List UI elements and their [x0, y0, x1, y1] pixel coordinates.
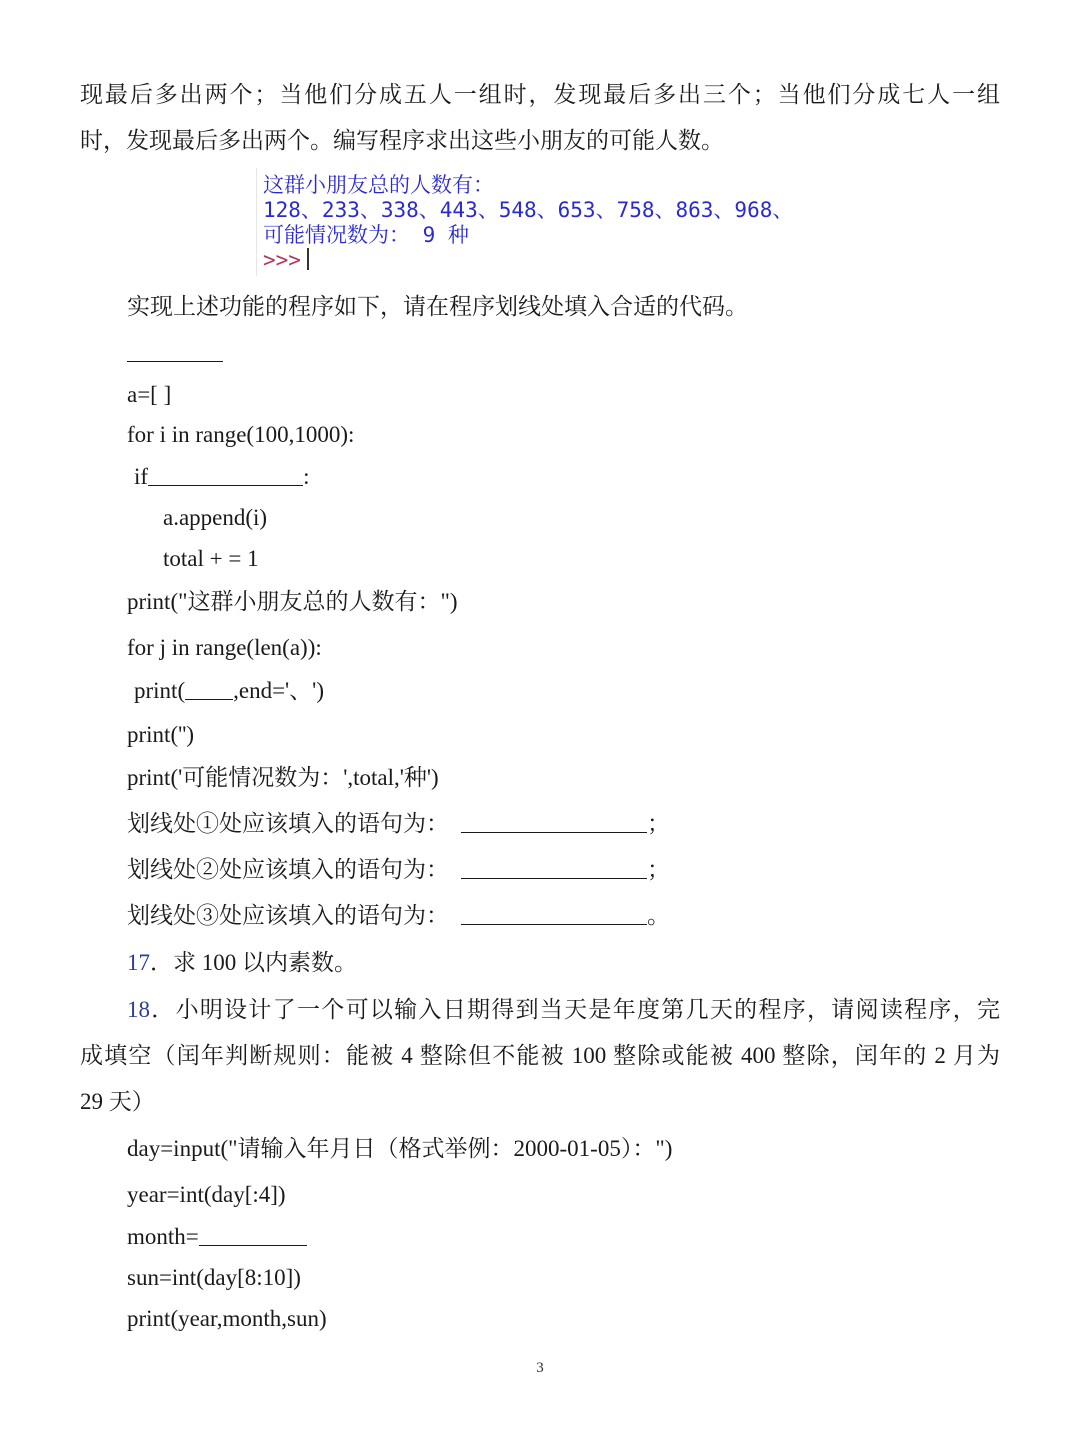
question-text: ．小明设计了一个可以输入日期得到当天是年度第几天的程序，请阅读程序，完 [150, 997, 1000, 1022]
program-output-screenshot [256, 168, 822, 276]
code-line: a=[ ] [127, 382, 172, 407]
page-number: 3 [536, 1360, 544, 1376]
code-line-if [134, 462, 309, 492]
intro-line-2: 时，发现最后多出两个。编写程序求出这些小朋友的可能人数。 [80, 128, 724, 153]
answer-blank-2[interactable] [461, 856, 647, 879]
answer-blank-3[interactable] [461, 902, 647, 925]
code-line: for j in range(len(a)): [127, 635, 322, 660]
code-line-print-blank [134, 676, 324, 706]
question-17 [127, 948, 357, 978]
code-print-end: ,end='、') [233, 678, 324, 703]
answer-line-2 [127, 855, 670, 885]
code-if-colon: : [303, 464, 310, 489]
code-line: print('可能情况数为：',total,'种') [127, 765, 439, 790]
output-line-1: 这群小朋友总的人数有： [263, 173, 494, 197]
question-18-line-2: 成填空（闰年判断规则：能被 4 整除但不能被 100 整除或能被 400 整除，闰年的 2 月为 [80, 1043, 1000, 1068]
answer-end-1: ； [647, 811, 670, 836]
code-line: sun=int(day[8:10]) [127, 1265, 301, 1290]
code-if-keyword: if [134, 464, 149, 489]
output-prompt-line [263, 247, 309, 273]
code-line: year=int(day[:4]) [127, 1182, 286, 1207]
answer-line-1 [127, 809, 670, 839]
output-line-2: 128、233、338、443、548、653、758、863、968、 [263, 198, 794, 222]
code-line-blank-1 [127, 338, 223, 368]
answer-end-2: ； [647, 857, 670, 882]
answer-end-3: 。 [647, 903, 670, 928]
output-line-3: 可能情况数为： 9 种 [263, 223, 469, 247]
fill-blank-3[interactable] [185, 677, 233, 700]
code-line: print("这群小朋友总的人数有：") [127, 589, 458, 614]
code-line: day=input("请输入年月日（格式举例：2000-01-05）：") [127, 1136, 673, 1161]
code-print-open: print( [134, 678, 186, 703]
question-number: 17 [127, 950, 150, 975]
shell-prompt: >>> [263, 248, 301, 272]
code-line: print(year,month,sun) [127, 1306, 327, 1331]
intro-line-1: 现最后多出两个；当他们分成五人一组时，发现最后多出三个；当他们分成七人一组 [80, 82, 1000, 107]
answer-blank-1[interactable] [461, 810, 647, 833]
answer-label-2: 划线处②处应该填入的语句为： [127, 857, 449, 882]
question-18-line-3: 29 天） [80, 1089, 155, 1114]
answer-label-3: 划线处③处应该填入的语句为： [127, 903, 449, 928]
fill-blank-month[interactable] [199, 1223, 307, 1246]
code-line: a.append(i) [163, 505, 268, 530]
fill-blank-1[interactable] [127, 339, 223, 362]
code-line-month [127, 1222, 307, 1252]
code-line: total + = 1 [163, 546, 259, 571]
code-line: for i in range(100,1000): [127, 422, 355, 447]
question-number: 18 [127, 997, 150, 1022]
answer-label-1: 划线处①处应该填入的语句为： [127, 811, 449, 836]
fill-blank-2[interactable] [148, 463, 303, 486]
answer-line-3 [127, 901, 670, 931]
code-month-assign: month= [127, 1224, 199, 1249]
text-cursor [307, 248, 309, 270]
question-text: ．求 100 以内素数。 [150, 950, 357, 975]
question-18-line-1 [127, 995, 1000, 1025]
code-line: print('') [127, 722, 195, 747]
instruction-text: 实现上述功能的程序如下，请在程序划线处填入合适的代码。 [127, 294, 748, 319]
